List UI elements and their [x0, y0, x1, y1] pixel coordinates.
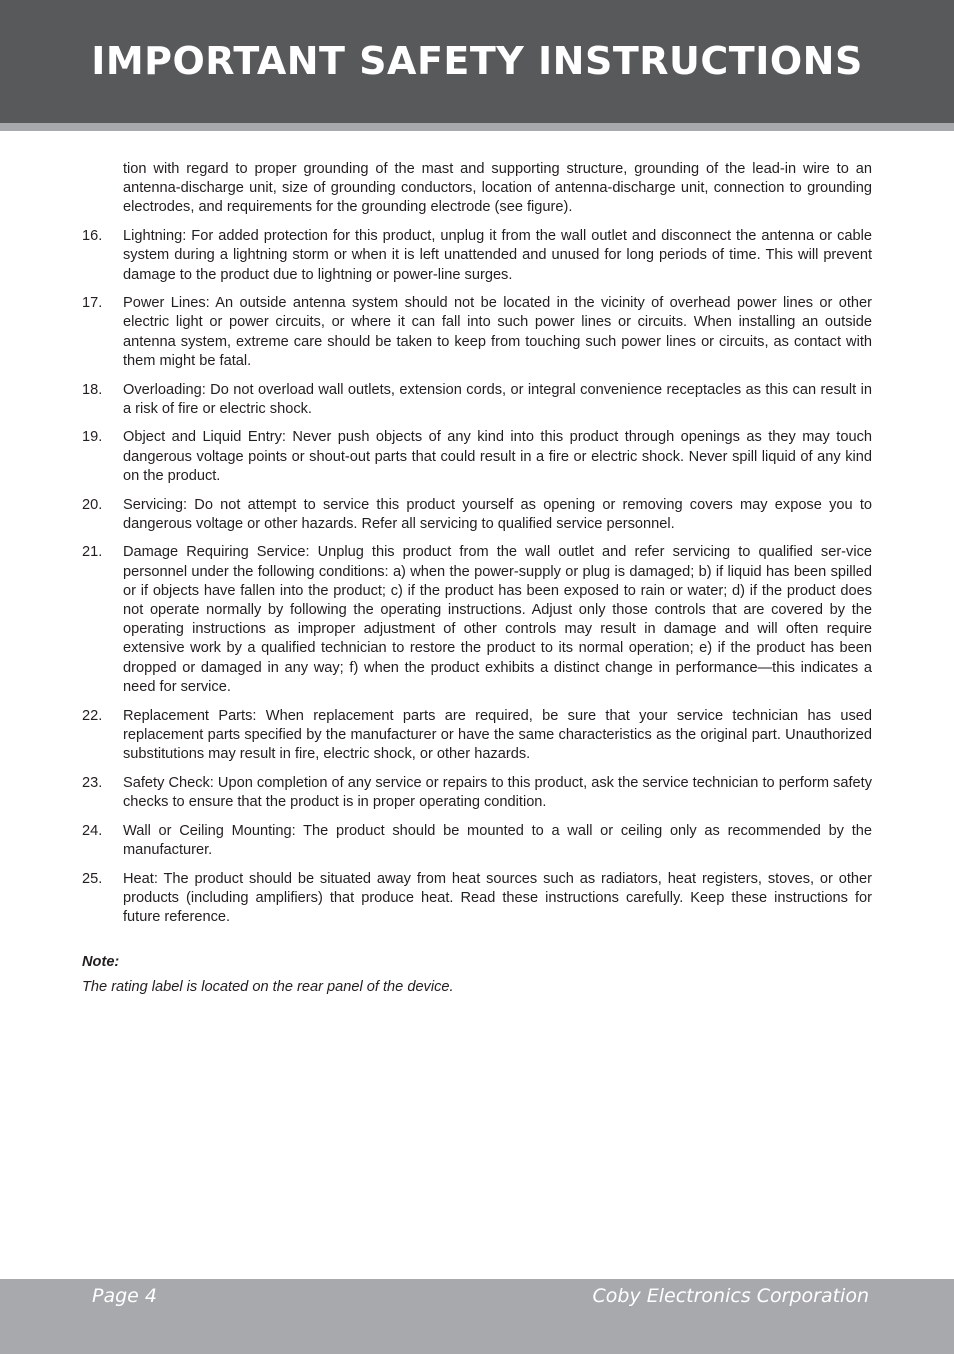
item-number: 20.	[82, 496, 103, 513]
header-divider	[0, 123, 954, 131]
item-text: Safety Check: Upon completion of any service or repairs to this product, ask the service technician to perform safety checks to ensure that the product is in proper operating condition.	[123, 774, 872, 810]
item-number: 22.	[82, 707, 103, 724]
list-item	[82, 227, 872, 285]
note-text: The rating label is located on the rear panel of the device.	[82, 979, 454, 996]
list-item	[82, 496, 872, 534]
item-number: 16.	[82, 228, 103, 245]
item-text: Power Lines: An outside antenna system should not be located in the vicinity of overhead power lines or other electric light or power circuits, or where it can fall into such power lines or circuits. When installing an outside antenna system, extreme care should be taken to keep from touching such power lines or circuits, as contact with them might be fatal.	[123, 295, 872, 369]
instructions-content	[82, 160, 872, 998]
note-heading: Note:	[82, 954, 120, 971]
item-text: Lightning: For added protection for this product, unplug it from the wall outlet and disconnect the antenna or cable system during a lightning storm or when it is left unattended and unused for long periods of time. This will prevent damage to the product due to lightning or power-line surges.	[123, 228, 872, 283]
item-number: 18.	[82, 381, 103, 398]
item-number: 17.	[82, 295, 103, 312]
list-item	[82, 774, 872, 812]
intro-paragraph: tion with regard to proper grounding of the mast and supporting structure, grounding of the lead-in wire to an antenna-discharge unit, size of grounding conductors, location of antenna-discharge unit, connection to grounding electrodes, and requirements for the grounding electrode (see figure).	[123, 161, 872, 216]
list-item	[82, 870, 872, 928]
item-text: Wall or Ceiling Mounting: The product should be mounted to a wall or ceiling only as recommended by the manufacturer.	[123, 822, 872, 858]
header-bar	[0, 0, 954, 123]
item-number: 21.	[82, 544, 103, 561]
list-item	[82, 294, 872, 371]
item-number: 19.	[82, 429, 103, 446]
page-title: IMPORTANT SAFETY INSTRUCTIONS	[91, 39, 863, 83]
list-item	[82, 707, 872, 765]
list-item	[82, 381, 872, 419]
page-number: Page 4	[92, 1285, 157, 1307]
item-number: 23.	[82, 774, 103, 791]
item-text: Object and Liquid Entry: Never push objects of any kind into this product through openings as they may touch dangerous voltage points or shout-out parts that could result in a fire or electric shock. Never spill liquid of any kind on the product.	[123, 429, 872, 484]
item-text: Servicing: Do not attempt to service this product yourself as opening or removing covers may expose you to dangerous voltage or other hazards. Refer all servicing to qualified service personnel.	[123, 496, 872, 532]
item-text: Damage Requiring Service: Unplug this product from the wall outlet and refer servicing to qualified ser-vice personnel under the following conditions: a) when the power-supply or plug is damaged; b) if liquid has been spilled or if objects have fallen into the product; c) if the product has been exposed to rain or water; d) if the product does not operate normally by following the operating instructions. Adjust only those controls that are covered by the operating instructions as improper adjustment of other controls may result in damage and will often require extensive work by a qualified technician to restore the product to its normal operation; e) if the product has been dropped or damaged in any way; f) when the product exhibits a distinct change in performance—this indicates a need for service.	[123, 544, 872, 695]
item-text: Heat: The product should be situated away from heat sources such as radiators, heat registers, stoves, or other products (including amplifiers) that produce heat. Read these instructions carefully. Keep these instructions for future reference.	[123, 870, 872, 925]
company-name: Coby Electronics Corporation	[592, 1285, 869, 1307]
item-text: Overloading: Do not overload wall outlets, extension cords, or integral convenience receptacles as this can result in a risk of fire or electric shock.	[123, 381, 872, 417]
item-number: 25.	[82, 870, 103, 887]
item-number: 24.	[82, 822, 103, 839]
list-item	[82, 543, 872, 697]
footer-bar	[0, 1279, 954, 1354]
note-section	[82, 953, 872, 997]
item-text: Replacement Parts: When replacement parts are required, be sure that your service technician has used replacement parts specified by the manufacturer or have the same characteristics as the original part. Unauthorized substitutions may result in fire, electric shock, or other hazards.	[123, 707, 872, 762]
list-item	[82, 428, 872, 486]
list-item	[82, 822, 872, 860]
